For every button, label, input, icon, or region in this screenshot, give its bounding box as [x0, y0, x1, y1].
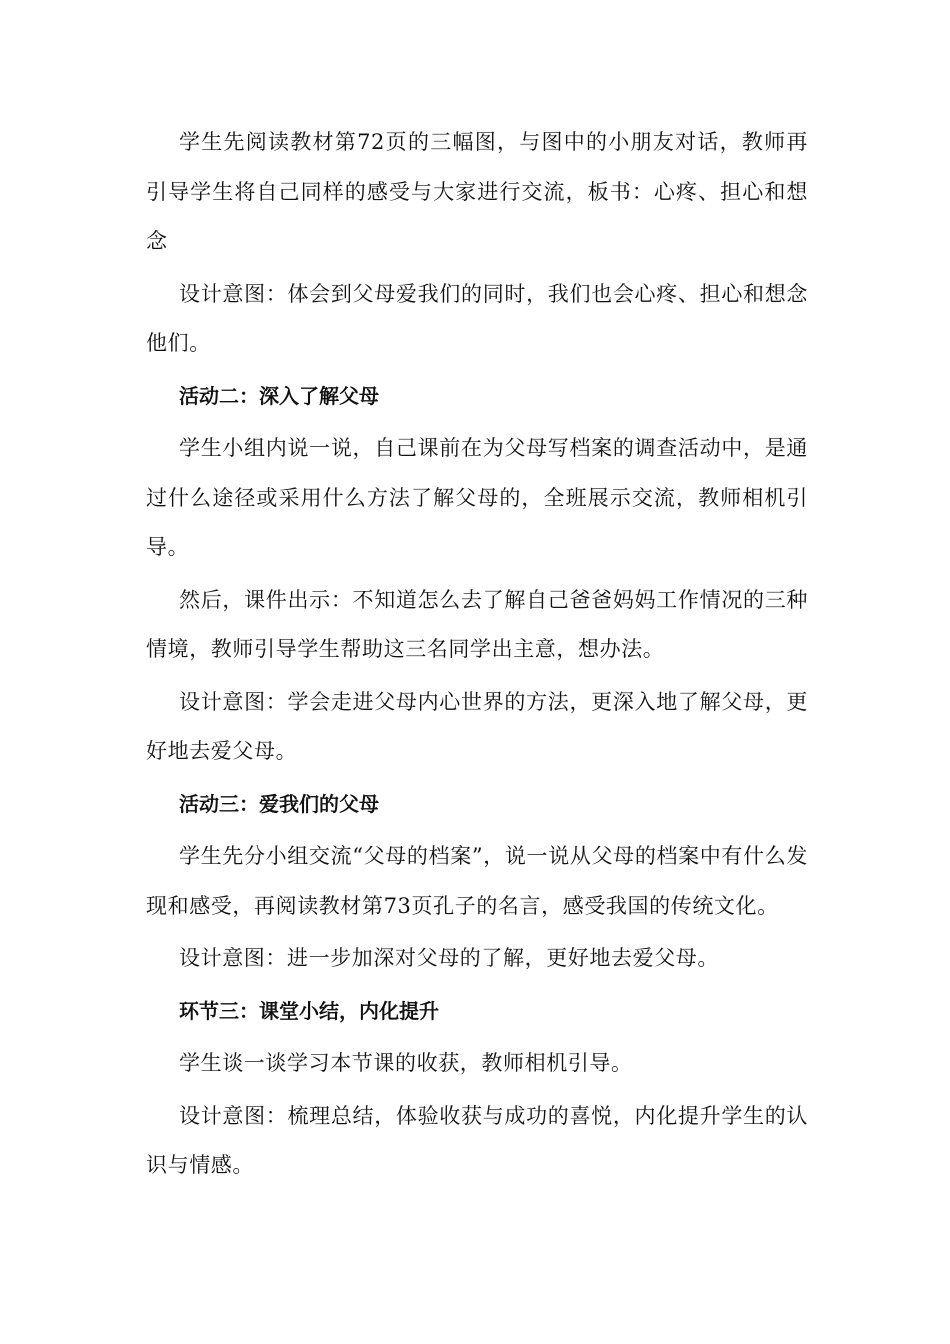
paragraph-courseware: 然后，课件出示：不知道怎么去了解自己爸爸妈妈工作情况的三种情境，教师引导学生帮助这三名同学出主意，想办法。	[146, 587, 808, 661]
heading-activity-two: 活动二：深入了解父母	[179, 383, 379, 408]
paragraph-design-intent-3: 设计意图：进一步加深对父母的了解，更好地去爱父母。	[179, 946, 719, 970]
paragraph-group-discussion: 学生小组内说一说，自己课前在为父母写档案的调查活动中，是通过什么途径或采用什么方法了解父母的，全班展示交流，教师相机引导。	[146, 436, 808, 559]
heading-activity-three: 活动三：爱我们的父母	[179, 791, 379, 816]
paragraph-reading-dialogue: 学生先阅读教材第72页的三幅图，与图中的小朋友对话，教师再引导学生将自己同样的感受与大家进行交流，板书：心疼、担心和想念	[146, 130, 808, 253]
paragraph-parents-archive: 学生先分小组交流“父母的档案”，说一说从父母的档案中有什么发现和感受，再阅读教材第73页孔子的名言，感受我国的传统文化。	[146, 844, 808, 918]
paragraph-summary: 学生谈一谈学习本节课的收获，教师相机引导。	[179, 1051, 633, 1075]
paragraph-design-intent-1: 设计意图：体会到父母爱我们的同时，我们也会心疼、担心和想念他们。	[146, 281, 808, 355]
heading-section-three: 环节三：课堂小结，内化提升	[179, 998, 439, 1023]
document-body	[146, 118, 808, 1194]
paragraph-design-intent-2: 设计意图：学会走进父母内心世界的方法，更深入地了解父母，更好地去爱父母。	[146, 689, 808, 763]
paragraph-design-intent-4: 设计意图：梳理总结，体验收获与成功的喜悦，内化提升学生的认识与情感。	[146, 1103, 808, 1177]
